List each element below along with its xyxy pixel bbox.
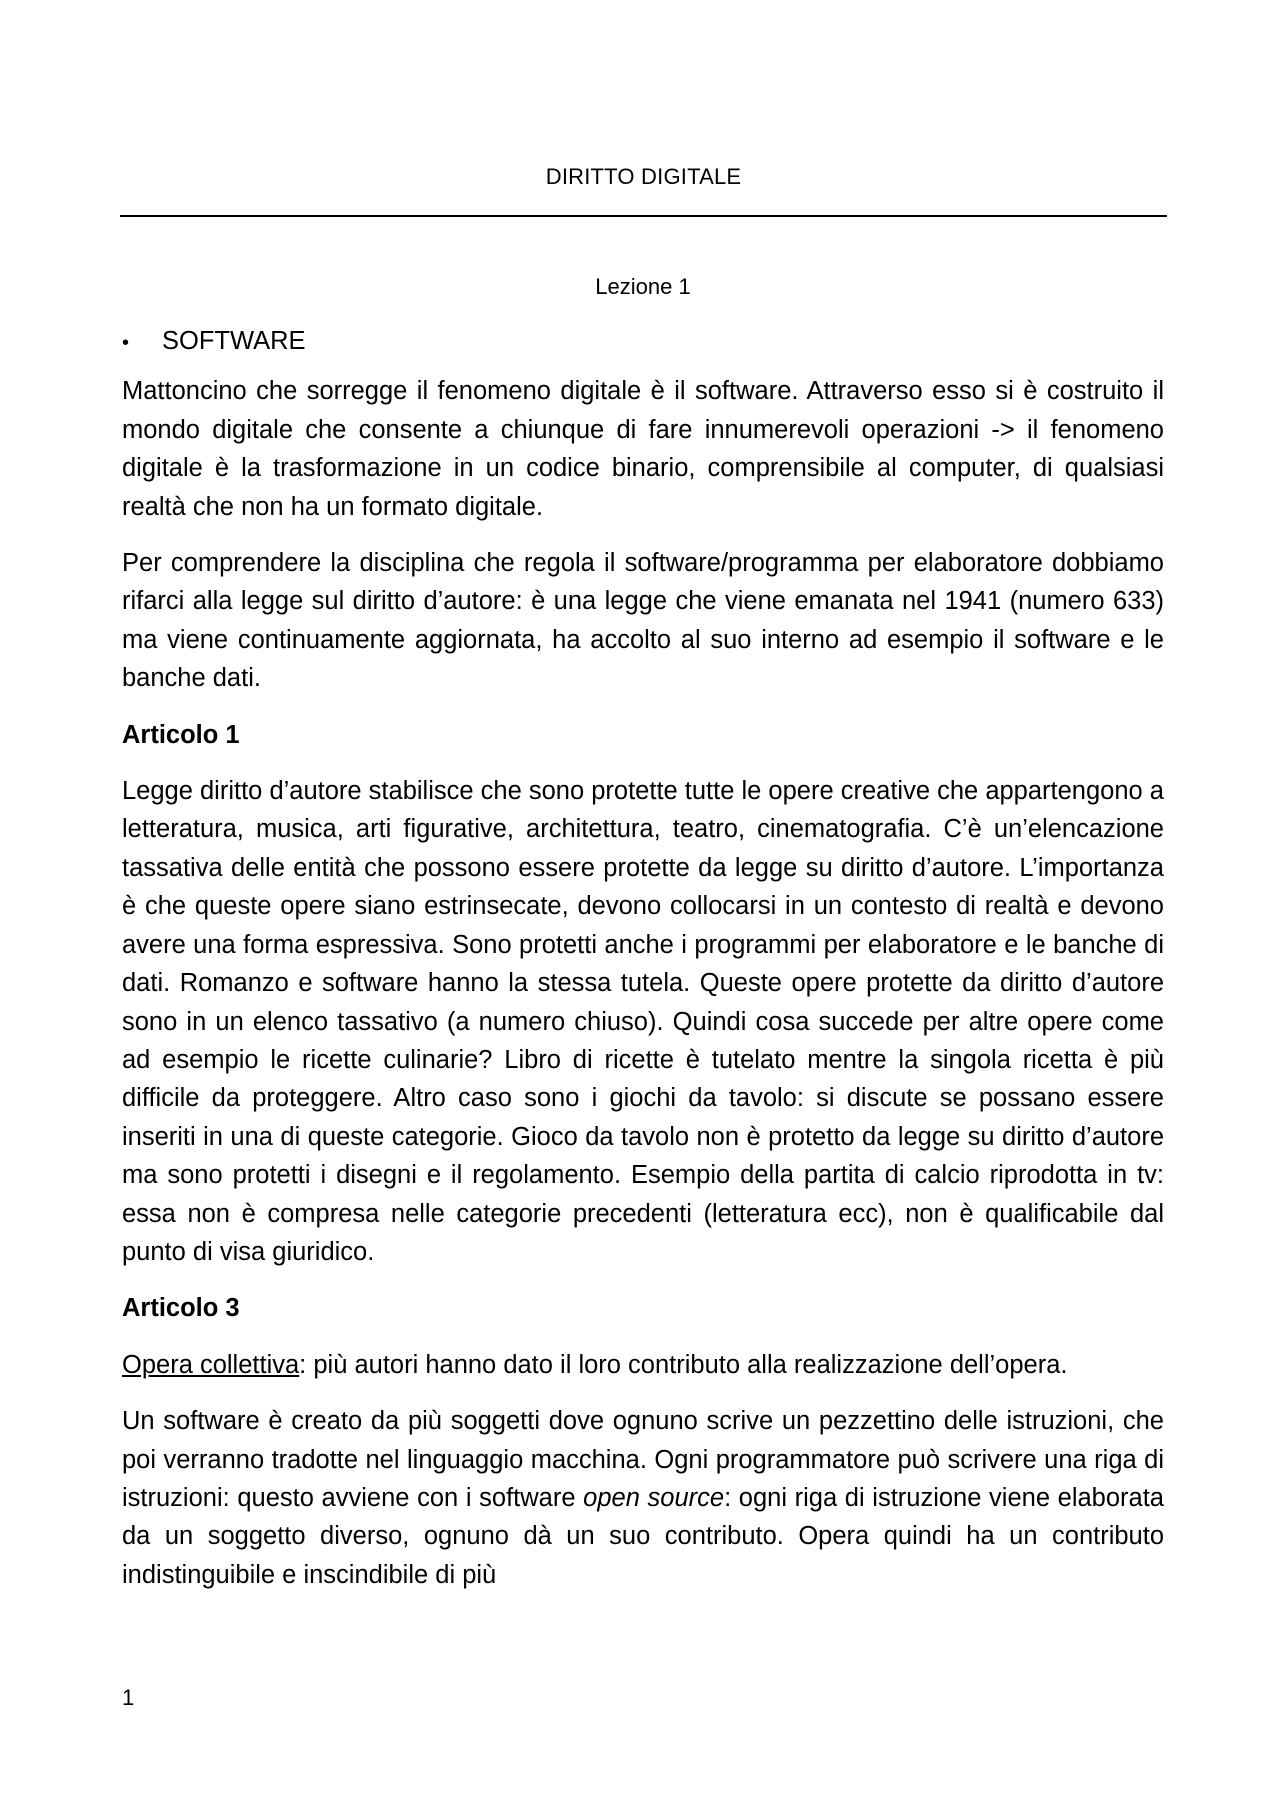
heading-article-3: Articolo 3 [122, 1294, 240, 1323]
paragraph-software-authors [122, 1402, 1164, 1594]
bullet-item-software [122, 322, 1164, 362]
software-authors-text-2: : ogni riga di istruzione viene elaborata da un soggetto diverso, ognuno dà un suo contributo. Opera quindi ha un contributo indistinguibile e inscindibile di più [122, 1483, 1164, 1589]
bullet-dot-icon: • [122, 332, 130, 354]
term-open-source: open source [583, 1483, 725, 1512]
paragraph-copyright-law: Per comprendere la disciplina che regola il software/programma per elaboratore dobbiamo rifarci alla legge sul diritto d’autore: è una legge che viene emanata nel 1941 (numero 633) ma viene continuamente aggiornata, ha accolto al suo interno ad esempio il software e le banche dati. [122, 549, 1164, 693]
heading-article-1: Articolo 1 [122, 720, 240, 749]
bullet-label: SOFTWARE [162, 327, 306, 355]
page-number: 1 [122, 1685, 135, 1710]
paragraph-article-1: Legge diritto d’autore stabilisce che sono protette tutte le opere creative che appartengono a letteratura, musica, arti figurative, architettura, teatro, cinematografia. C’è un’elencazione tassativa delle entità che possono essere protette da legge su diritto d’autore. L’importanza è che queste opere siano estrinsecate, devono collocarsi in un contesto di realtà e devono avere una forma espressiva. Sono protetti anche i programmi per elaboratore e le banche di dati. Romanzo e software hanno la stessa tutela. Queste opere protette da diritto d’autore sono in un elenco tassativo (a numero chiuso). Quindi cosa succede per altre opere come ad esempio le ricette culinarie? Libro di ricette è tutelato mentre la singola ricetta è più difficile da proteggere. Altro caso sono i giochi da tavolo: si discute se possano essere inseriti in una di queste categorie. Gioco da tavolo non è protetto da legge su diritto d’autore ma sono protetti i disegni e il regolamento. Esempio della partita di calcio riprodotta in tv: essa non è compresa nelle categorie precedenti (letteratura ecc), non è qualificabile dal punto di visa giuridico. [122, 777, 1164, 1266]
document-body [122, 272, 1164, 1612]
page-header-title: DIRITTO DIGITALE [545, 164, 742, 189]
software-authors-text-1: Un software è creato da più soggetti dove ognuno scrive un pezzettino delle istruzioni, che poi verranno tradotte nel linguaggio macchina. Ogni programmatore può scrivere una riga di istruzioni: questo avviene con i software [122, 1407, 1164, 1512]
header-divider [120, 215, 1167, 217]
paragraph-software-intro: Mattoncino che sorregge il fenomeno digitale è il software. Attraverso esso si è costruito il mondo digitale che consente a chiunque di fare innumerevoli operazioni -> il fenomeno digitale è la trasformazione in un codice binario, comprensibile al computer, di qualsiasi realtà che non ha un formato digitale. [122, 377, 1164, 521]
term-opera-collettiva: Opera collettiva [122, 1350, 300, 1379]
collective-work-definition: : più autori hanno dato il loro contributo alla realizzazione dell’opera. [299, 1350, 1068, 1379]
lesson-title: Lezione 1 [595, 274, 691, 299]
paragraph-collective-work [122, 1346, 1164, 1384]
